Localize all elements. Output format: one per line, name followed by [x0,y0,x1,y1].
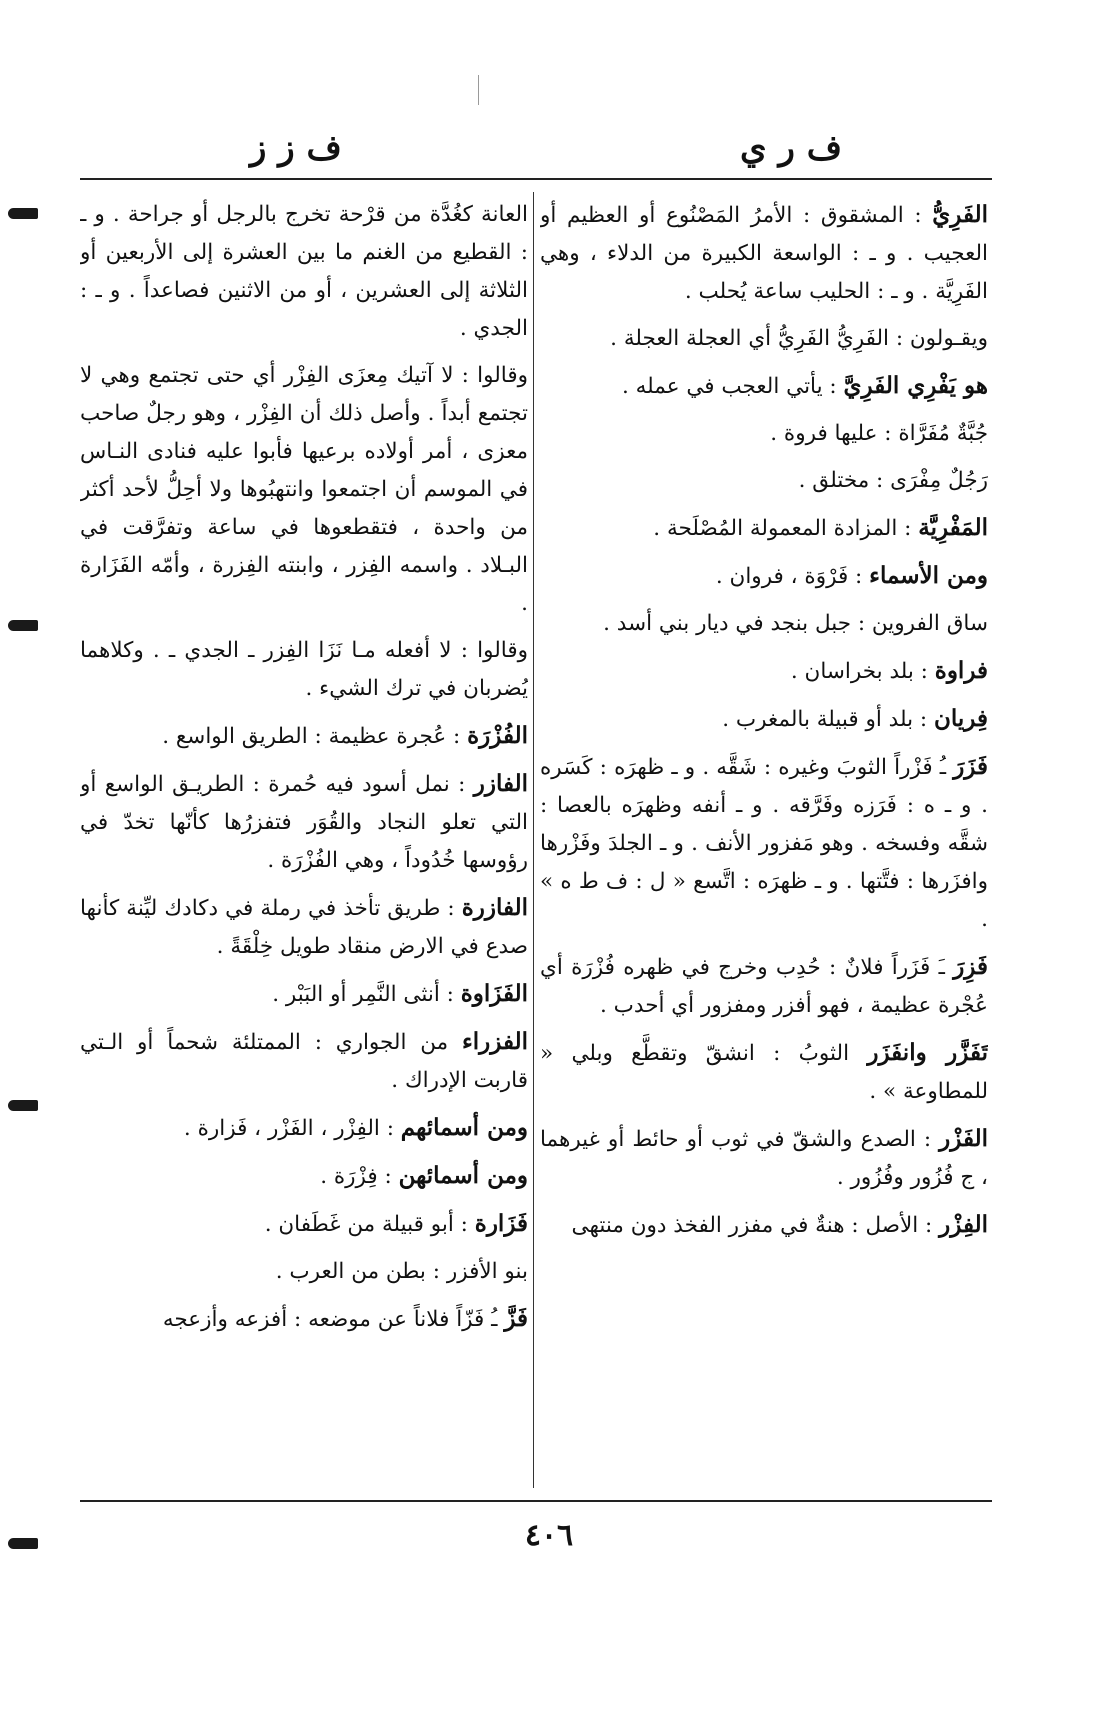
entry-definition: رَجُلٌ مِفْرَى : مختلق . [798,468,988,493]
entry-definition: : فِزْرَة . [320,1164,392,1189]
dictionary-entry [80,357,528,623]
margin-mark [8,620,38,631]
entry-headword: الفُزْرَة [467,722,528,749]
entry-headword: ومن أسمائهن [398,1162,528,1189]
dictionary-entry [540,652,988,691]
entry-definition: : أبو قبيلة من غَطَفان . [264,1212,468,1237]
entry-definition: : يأتي العجب في عمله . [621,374,837,399]
dictionary-entry [540,948,988,1025]
entry-headword: فَزِرَ [953,953,988,980]
entry-definition: ـُ فَزّاً فلاناً عن موضعه : أفزعه وأزعجه [162,1307,498,1332]
column-divider [533,192,534,1488]
dictionary-entry [80,632,528,708]
entry-definition: ويقـولون : الفَرِيُّ الفَرِيُّ أي العجلة العجلة . [610,326,988,351]
dictionary-entry [80,889,528,966]
dictionary-entry [80,1023,528,1100]
entry-definition: : المشقوق : الأمرُ المَصْنُوع أو العظيم أو العجيب . و ـ : الواسعة الكبيرة من الدلاء ، وهي الفَرِيَّة . و ـ : الحليب ساعة يُحلب . [540,203,988,304]
entry-definition: : فَرْوَة ، فروان . [715,564,863,589]
dictionary-entry [540,462,988,500]
entry-definition: من الجواري : الممتلئة شحماً أو الـتي قاربت الإدراك . [80,1030,528,1093]
entry-headword: فَزَارة [474,1210,528,1237]
dictionary-entry [80,1205,528,1244]
entry-definition: وقالوا : لا أفعله مـا نَزَا الفِزر ـ الجدي ـ . وكلاهما يُضربان في ترك الشيء . [80,638,528,701]
entry-headword: الفَزْر [939,1125,988,1152]
entry-headword: هو يَفْرِي الفَرِيَّ [843,372,988,399]
entry-headword: الفَزَاوة [460,980,528,1007]
entry-headword: الفَرِيُّ [932,201,988,228]
entry-definition: وقالوا : لا آتيك مِعزَى الفِزْر أي حتى تجتمع وهي لا تجتمع أبداً . وأصل ذلك أن الفِزْر ، وهو رجلٌ صاحب معزى ، أمر أولاده برعيها فأبوا عليه فنادى النـاس في الموسم أن اجتمعوا وانتهبُوها ولا أحِلُّ لأحد أكثر من واحدة ، فتقطعوها في ساعة وتفرَّقت في البـلاد . واسمه الفِزر ، وابنته الفِزرة ، وأمّه الفَزَارة . [80,363,528,616]
entry-definition: : نمل أسود فيه حُمرة : الطريـق الواسع أو التي تعلو النجاد والقُوَر فتفزرُها كأنّها تخدّ في رؤوسها خُدُوداً ، وهي الفُزْرَة . [80,772,528,873]
left-column [80,196,528,1492]
dictionary-entry [540,1034,988,1111]
entry-definition: : الفِزْر ، الفَزْر ، فَزارة . [183,1116,394,1141]
entry-headword: فَزَّ [504,1305,528,1332]
entry-definition: : الأصل : هنةٌ في مفزر الفخذ دون منتهى [571,1213,933,1238]
entry-headword: المَفْرِيَّة [918,514,988,541]
dictionary-entry [540,605,988,643]
dictionary-entry [80,1300,528,1339]
entry-headword: ومن الأسماء [869,562,988,589]
entry-definition: : بلد بخراسان . [790,659,928,684]
dictionary-entry [540,748,988,939]
footer-rule [80,1500,992,1502]
entry-headword: ومن أسمائهم [400,1114,528,1141]
dictionary-entry [540,700,988,739]
margin-mark [8,1538,38,1549]
entry-headword: فِريان [934,705,988,732]
dictionary-entry [540,196,988,311]
dictionary-entry [80,1109,528,1148]
dictionary-entry [540,415,988,453]
entry-headword: فراوة [934,657,988,684]
entry-headword: الفزراء [461,1028,528,1055]
entry-headword: تَفَزَّر وانفَزَر [867,1039,988,1066]
right-column [540,196,988,1492]
entry-headword: فَزَرَ [953,753,988,780]
scan-line-mark [478,75,479,105]
entry-definition: : بلد أو قبيلة بالمغرب . [722,707,928,732]
header-rule [80,178,992,180]
dictionary-entry [540,509,988,548]
entry-definition: : عُجرة عظيمة : الطريق الواسع . [162,724,461,749]
page-number: ٤٠٦ [524,1518,574,1553]
dictionary-entry [540,557,988,596]
entry-definition: ـُ فَزْراً الثوبَ وغيره : شَقَّه . و ـ ظهرَه : كَسَره . و ـ ه : فَرَزه وفَرَّقه . و ـ أنفه وظهرَه بالعصا : شقَّه وفسخه . وهو مَفزور الأنف . و ـ الجلدَ وفَزْرها وافزَرها : فتَّتها . و ـ ظهرَه : اتَّسع « ل : ف ط ه » . [540,755,988,932]
dictionary-entry [80,1157,528,1196]
entry-definition: ـَ فَزَراً فلانٌ : حُدِب وخرج في ظهره فُزْرَة أي عُجْرة عظيمة ، فهو أفزر ومفزور أي أحدب . [540,955,988,1018]
entry-definition: : المزادة المعمولة المُصْلَحة . [653,516,912,541]
dictionary-entry [540,1206,988,1245]
entry-headword: الفِزْر [939,1211,988,1238]
entry-definition: بنو الأفزر : بطن من العرب . [275,1259,528,1284]
dictionary-entry [540,320,988,358]
dictionary-entry [80,1253,528,1291]
margin-mark [8,1100,38,1111]
page-header [80,128,992,176]
guide-word-left: ف ز ز [250,128,342,168]
margin-mark [8,208,38,219]
entry-definition: الثوبُ : انشقّ وتقطَّع وبلي « للمطاوعة » . [540,1041,988,1104]
dictionary-entry [80,196,528,348]
dictionary-entry [540,367,988,406]
entry-definition: ساق الفروين : جبل بنجد في ديار بني أسد . [603,611,988,636]
entry-headword: الفازرة [461,894,528,921]
entry-definition: : الصدع والشقّ في ثوب أو حائط أو غيرهما ، ج فُزُور وفُزُور . [540,1127,988,1190]
guide-word-right: ف ر ي [740,128,842,168]
entry-headword: الفازر [473,770,528,797]
entry-definition: : طريق تأخذ في رملة في دكادك ليِّنة كأنها صدع في الارض منقاد طويل خِلْقَةً . [80,896,528,959]
entry-definition: جُبَّةٌ مُفَرَّاة : عليها فروة . [770,421,988,446]
dictionary-entry [80,975,528,1014]
dictionary-entry [80,717,528,756]
dictionary-entry [540,1120,988,1197]
entry-definition: العانة كغُدَّة من قرْحة تخرج بالرجل أو جراحة . و ـ : القطيع من الغنم ما بين العشرة إلى الأربعين أو الثلاثة إلى العشرين ، أو من الاثنين فصاعداً . و ـ : الجدي . [80,202,528,341]
entry-definition: : أنثى النَّمِر أو البَبْر . [272,982,454,1007]
dictionary-entry [80,765,528,880]
